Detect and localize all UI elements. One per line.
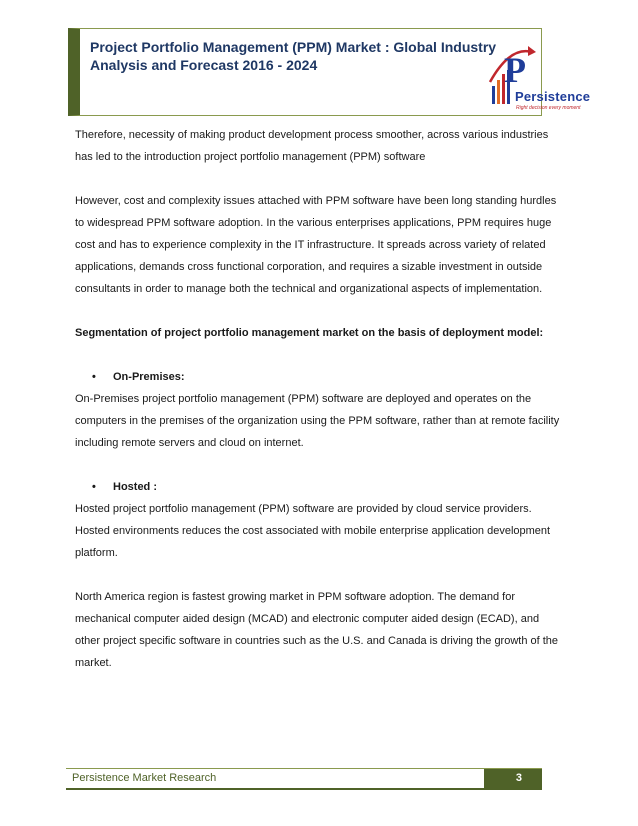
bullet-on-premises-label: On-Premises:	[113, 371, 185, 383]
logo-wordmark: Persistence	[515, 89, 591, 104]
bullet-dot: •	[92, 371, 96, 383]
logo-tagline: Right decision every moment	[516, 105, 581, 111]
paragraph-3: On-Premises project portfolio management (PPM) software are deployed and operates on the computers in the premises of the organization using the PPM software, rather than at remote facility including remote servers and cloud on internet.	[75, 393, 560, 449]
paragraph-2: However, cost and complexity issues attached with PPM software have been long standing hurdles to widespread PPM software adoption. In the various enterprises applications, PPM requires huge cost and has to experience complexity in the IT infrastructure. It spreads across variety of related applications, demands cross functional corporation, and requires a sizable investment in outside consultants in order to manage both the technical and organizational aspects of implementation.	[75, 195, 557, 295]
page-number: 3	[484, 769, 542, 788]
logo-arrow-icon	[528, 46, 536, 56]
document-body	[75, 124, 565, 674]
bullet-dot: •	[92, 481, 96, 493]
bullet-hosted-label: Hosted :	[113, 481, 157, 493]
bullet-hosted	[75, 476, 565, 498]
paragraph-5: North America region is fastest growing market in PPM software adoption. The demand for mechanical computer aided design (MCAD) and electronic computer aided design (ECAD), and other project specific software in countries such as the U.S. and Canada is driving the growth of the market.	[75, 591, 559, 669]
paragraph-4: Hosted project portfolio management (PPM) software are provided by cloud service providers. Hosted environments reduces the cost associated with mobile enterprise application development platform.	[75, 503, 551, 559]
bullet-on-premises	[75, 366, 565, 388]
footer-company: Persistence Market Research	[72, 772, 217, 784]
section-heading: Segmentation of project portfolio management market on the basis of deployment model:	[75, 327, 544, 339]
document-title: Project Portfolio Management (PPM) Market : Global Industry Analysis and Forecast 2016 - 2024	[90, 39, 497, 73]
paragraph-1: Therefore, necessity of making product development process smoother, across various industries has led to the introduction project portfolio management (PPM) software	[75, 129, 549, 163]
logo-letter: P	[504, 50, 526, 90]
